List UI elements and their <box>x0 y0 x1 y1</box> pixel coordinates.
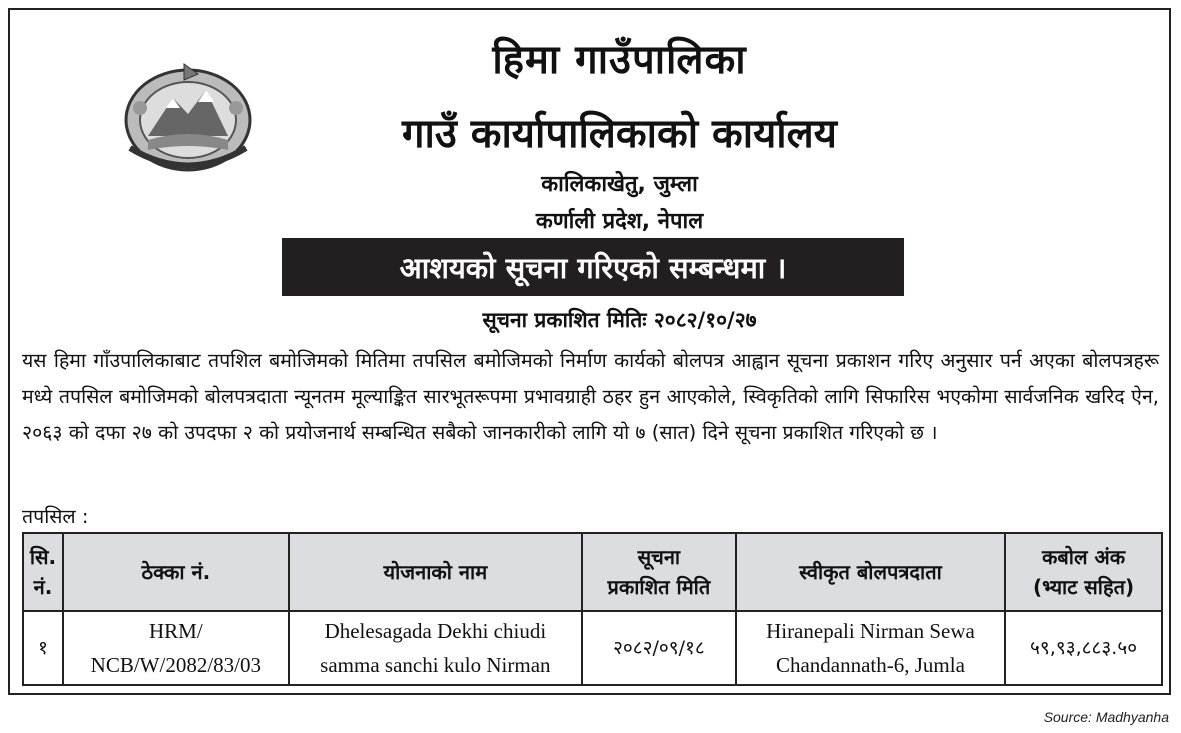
publication-date: सूचना प्रकाशित मितिः २०८२/१०/२७ <box>482 308 757 332</box>
notice-body-paragraph: यस हिमा गाँउपालिकाबाट तपशिल बमोजिमको मितिमा तपसिल बमोजिमको निर्माण कार्यको बोलपत्र आह्वान सूचना प्रकाशन गरिए अनुसार पर्न अएका बोलपत्रहरू मध्ये तपसिल बमोजिमको बोलपत्रदाता न्यूनतम मूल्याङ्कित सारभूतरूपमा प्रभावग्राही ठहर हुन आएकोले, स्विकृतिको लागि सिफारिस भएकोमा सार्वजनिक खरिद ऐन, २०६३ को दफा २७ को उपदफा २ को प्रयोजनार्थ सम्बन्धित सबैको जानकारीको लागि यो ७ (सात) दिने सूचना प्रकाशित गरिएको छ । <box>22 349 1159 444</box>
header-notice-date <box>582 533 736 611</box>
office-title-line2: गाउँ कार्यापालिकाको कार्यालय <box>402 111 837 157</box>
project-line1: Dhelesagada Dekhi chiudi <box>324 619 547 643</box>
header-notice-date-line2: प्रकाशित मिति <box>607 575 711 599</box>
header-bid-amount <box>1005 533 1162 611</box>
header-notice-date-line1: सूचना <box>637 545 681 569</box>
table-row <box>23 611 1162 685</box>
contract-line2: NCB/W/2082/83/03 <box>90 653 262 677</box>
bidder-line2: Chandannath-6, Jumla <box>775 653 965 677</box>
cell-notice-date: २०८२/०९/१८ <box>582 611 736 685</box>
bid-details-table <box>22 532 1163 686</box>
table-header-row <box>23 533 1162 611</box>
header-project-name: योजनाको नाम <box>289 533 582 611</box>
office-title-line1: हिमा गाउँपालिका <box>492 37 747 83</box>
address-line1: कालिकाखेतु, जुम्ला <box>541 172 698 197</box>
cell-project-name <box>289 611 582 685</box>
contract-line1: HRM/ <box>149 619 203 643</box>
cell-approved-bidder <box>736 611 1005 685</box>
header-approved-bidder: स्वीकृत बोलपत्रदाता <box>736 533 1005 611</box>
bidder-line1: Hiranepali Nirman Sewa <box>766 619 975 643</box>
notice-subject-banner: आशयको सूचना गरिएको सम्बन्धमा । <box>282 238 904 296</box>
cell-contract-number <box>63 611 289 685</box>
header-serial-number <box>23 533 63 611</box>
header-sn-line1: सि. <box>29 545 57 569</box>
project-line2: samma sanchi kulo Nirman <box>320 653 551 677</box>
cell-serial-number: १ <box>23 611 63 685</box>
header-amount-line1: कबोल अंक <box>1042 545 1126 569</box>
address-line2: कर्णाली प्रदेश, नेपाल <box>535 209 704 234</box>
cell-bid-amount: ५९,९३,८८३.५० <box>1005 611 1162 685</box>
source-credit: Source: Madhyanha <box>1043 709 1169 725</box>
header-amount-line2: (भ्याट सहित) <box>1032 575 1135 599</box>
header-contract-number: ठेक्का नं. <box>63 533 289 611</box>
header-sn-line2: नं. <box>33 575 53 599</box>
details-label: तपसिल : <box>22 505 89 528</box>
notice-document <box>8 8 1171 695</box>
